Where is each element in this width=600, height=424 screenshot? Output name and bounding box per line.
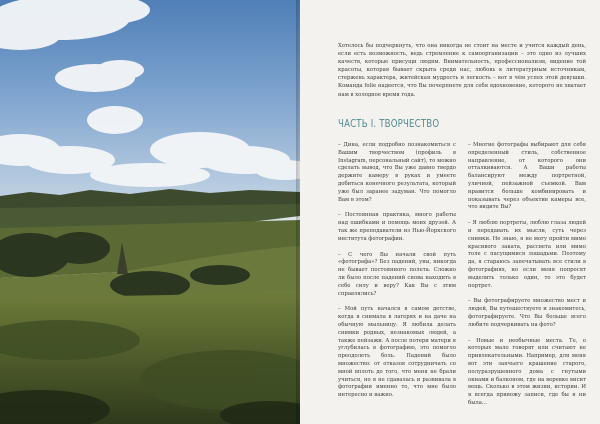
article-page [300,0,600,424]
left-text-column [338,142,456,408]
interview-paragraph: – Дина, если подробно познакомиться с Вашим творчеством (профиль в Instagram, персональный сайт), то можно сделать вывод, что Вы уже давно твердо держите камеру в руках и умеете добиться конечного результата, который уже был заранее задуман. Что помогло Вам в этом? [338,142,456,203]
interview-paragraph: – Новые и необычные места. Те, о которых мало говорят или считают не привлекательными. Например, для меня вот эти заячьего крашение старого, полуразрушенного дома с гнутыми окнами и балконом, где на веревке висит вещь. Сколько в этом жизни, истории. И я всегда привожу записи, где бы я ни была... [468,337,586,406]
interview-paragraph: – Мой путь начался в самом детстве, когда я снимала в лагерях и на даче на обычную мыльницу. Я любила делать снимки родных, незнакомых людей, а также пейзажи. А после потери матери я углубилась в фотографию, это помогло преодолеть боль. Падений было множество: от отказов сотрудничать со мной вплоть до того, что меня не брали учиться, но я не сдавалась и развивала в фотографии именно то, что мне было интересно и важно. [338,306,456,399]
right-text-column [468,142,586,416]
interview-paragraph: – С чего Вы начали свой путь «фотографа»? Без падений, увы, никогда не бывает постоянного полета. Сложно ли было после падений снова находить в себе силу и веру? Как Вы с этим справлялись? [338,251,456,297]
interview-paragraph: – Вы фотографируете множество мест и людей, Вы путешествуете и знакомитесь, фотографируете. Что Вы больше всего любите подчеркивать на фото? [468,298,586,328]
section-title: ЧАСТЬ I. ТВОРЧЕСТВО [338,118,440,130]
intro-paragraph: Хотелось бы подчеркнуть, что она никогда не стоит на месте и учится каждый день, если есть возможность, ведь стремление к самоорганизации – это одно из лучших качеств, которые присущи людям. Внимательность, профессионализм, видение той красоты, которая бывает скрыта среди нас, любовь к литературным источникам, стержень характера, житейская мудрость и легкость – вот в чём успех этой девушки. Команда folie надеется, что Вы почерпнете для себя вдохновение, которого не хватает нам в холодное время года. [338,43,586,98]
interview-paragraph: – Я люблю портреты, люблю глаза людей и передавать их мысли, суть через снимки. Не знаю, я не могу пройти мимо красивого заката, рассвета или мимо толе с пасущимися лошадьми. Поэтому да, я стараюсь запечатывать все стили в фотографиях, но если меня попросят выделить только один, то это будет портрет. [468,220,586,289]
interview-paragraph: – Многие фотографы выбирают для себя определенный стиль, собственное направление, от которого они отталкиваются. А Ваши работы балансируют между портретной, уличной, пейзажной съемкой. Вам нравится больше комбинировать и показывать через объектив камеры все, что видите Вы? [468,142,586,211]
interview-paragraph: – Постоянная практика, много работы над ошибками и помощь моих друзей. А так же преподаватели из Нью-Йоркского института фотографии. [338,212,456,242]
